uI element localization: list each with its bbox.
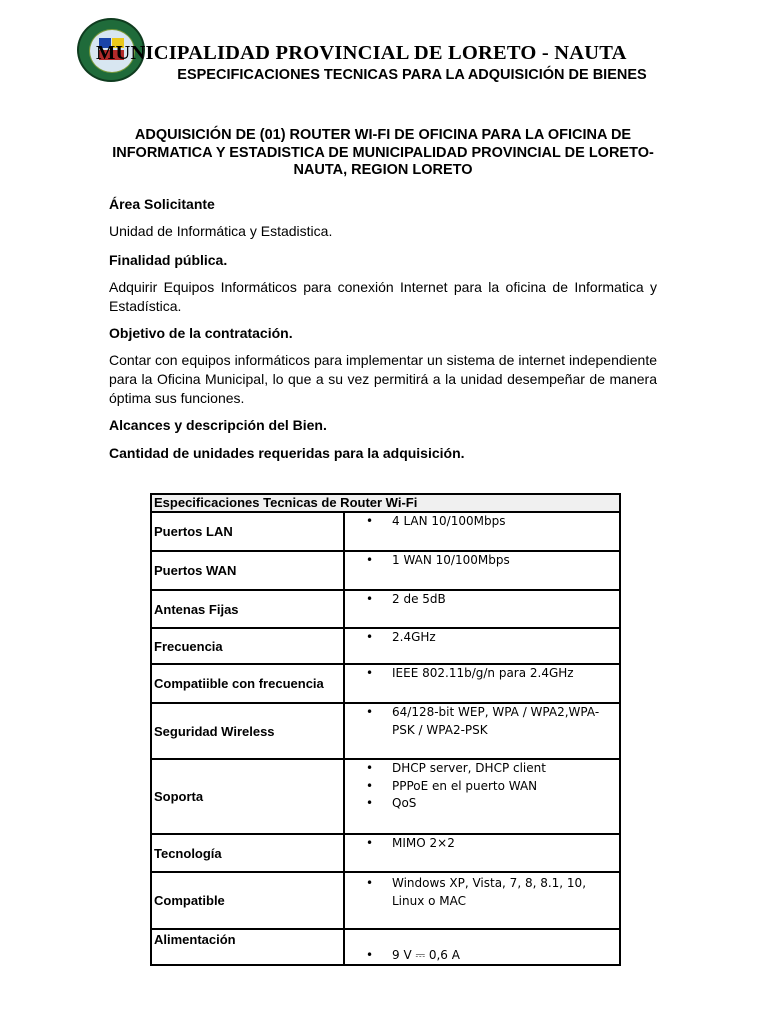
list-item: • 64/128-bit WEP, WPA / WPA2,WPA-PSK / WPA2-PSK	[366, 704, 619, 739]
table-header-cell: Especificaciones Tecnicas de Router Wi-Fi	[151, 494, 620, 512]
table-row	[151, 929, 620, 965]
table-row	[151, 759, 620, 834]
finalidad-heading: Finalidad pública.	[109, 252, 228, 268]
alcances-heading: Alcances y descripción del Bien.	[109, 417, 327, 433]
table-row	[151, 703, 620, 759]
list-item: • PPPoE en el puerto WAN	[366, 778, 619, 796]
table-row	[151, 628, 620, 664]
row-value-cell	[344, 664, 620, 703]
row-value-cell	[344, 759, 620, 834]
row-value-cell	[344, 929, 620, 965]
row-value-cell	[344, 703, 620, 759]
objetivo-heading: Objetivo de la contratación.	[109, 325, 293, 341]
row-label: Compatible	[151, 872, 344, 929]
row-label: Puertos LAN	[151, 512, 344, 551]
row-value-cell	[344, 512, 620, 551]
row-value-cell	[344, 551, 620, 590]
list-item: • IEEE 802.11b/g/n para 2.4GHz	[366, 665, 619, 683]
list-item: • DHCP server, DHCP client	[366, 760, 619, 778]
row-label: Tecnología	[151, 834, 344, 872]
table-row	[151, 872, 620, 929]
table-row	[151, 551, 620, 590]
cantidad-heading: Cantidad de unidades requeridas para la adquisición.	[109, 445, 465, 461]
list-item: • 9 V ⎓ 0,6 A	[366, 947, 619, 965]
document-type-title: ESPECIFICACIONES TECNICAS PARA LA ADQUISICIÓN DE BIENES	[177, 67, 647, 83]
row-label: Antenas Fijas	[151, 590, 344, 628]
area-heading: Área Solicitante	[109, 196, 215, 212]
router-spec-table	[150, 493, 621, 966]
objetivo-text: Contar con equipos informáticos para implementar un sistema de internet independiente para la Oficina Municipal, lo que a su vez permitirá a la unidad desempeñar de manera óptima sus funciones.	[109, 352, 657, 406]
row-value-cell	[344, 628, 620, 664]
list-item: • 2.4GHz	[366, 629, 619, 647]
row-label: Frecuencia	[151, 628, 344, 664]
list-item: • 4 LAN 10/100Mbps	[366, 513, 619, 531]
list-item: • 1 WAN 10/100Mbps	[366, 552, 619, 570]
table-row	[151, 590, 620, 628]
area-text: Unidad de Informática y Estadistica.	[109, 223, 333, 239]
list-item: • Windows XP, Vista, 7, 8, 8.1, 10, Linux o MAC	[366, 875, 619, 910]
list-item: • MIMO 2×2	[366, 835, 619, 853]
row-label: Seguridad Wireless	[151, 703, 344, 759]
table-header-row	[151, 494, 620, 512]
row-label: Soporta	[151, 759, 344, 834]
row-value-cell	[344, 590, 620, 628]
table-row	[151, 512, 620, 551]
row-label: Compatiible con frecuencia	[151, 664, 344, 703]
row-value-cell	[344, 834, 620, 872]
list-item: • 2 de 5dB	[366, 591, 619, 609]
table-row	[151, 664, 620, 703]
table-row	[151, 834, 620, 872]
municipality-title: MUNICIPALIDAD PROVINCIAL DE LORETO - NAUTA	[96, 42, 627, 64]
acquisition-title: ADQUISICIÓN DE (01) ROUTER WI-FI DE OFICINA PARA LA OFICINA DE INFORMATICA Y ESTADISTICA DE MUNICIPALIDAD PROVINCIAL DE LORETO-NAUTA, REGION LORETO	[112, 127, 654, 178]
finalidad-text: Adquirir Equipos Informáticos para conexión Internet para la oficina de Informatica y Estadística.	[109, 279, 657, 314]
row-label: Alimentación	[151, 929, 344, 965]
row-label: Puertos WAN	[151, 551, 344, 590]
row-value-cell	[344, 872, 620, 929]
list-item: • QoS	[366, 795, 619, 813]
